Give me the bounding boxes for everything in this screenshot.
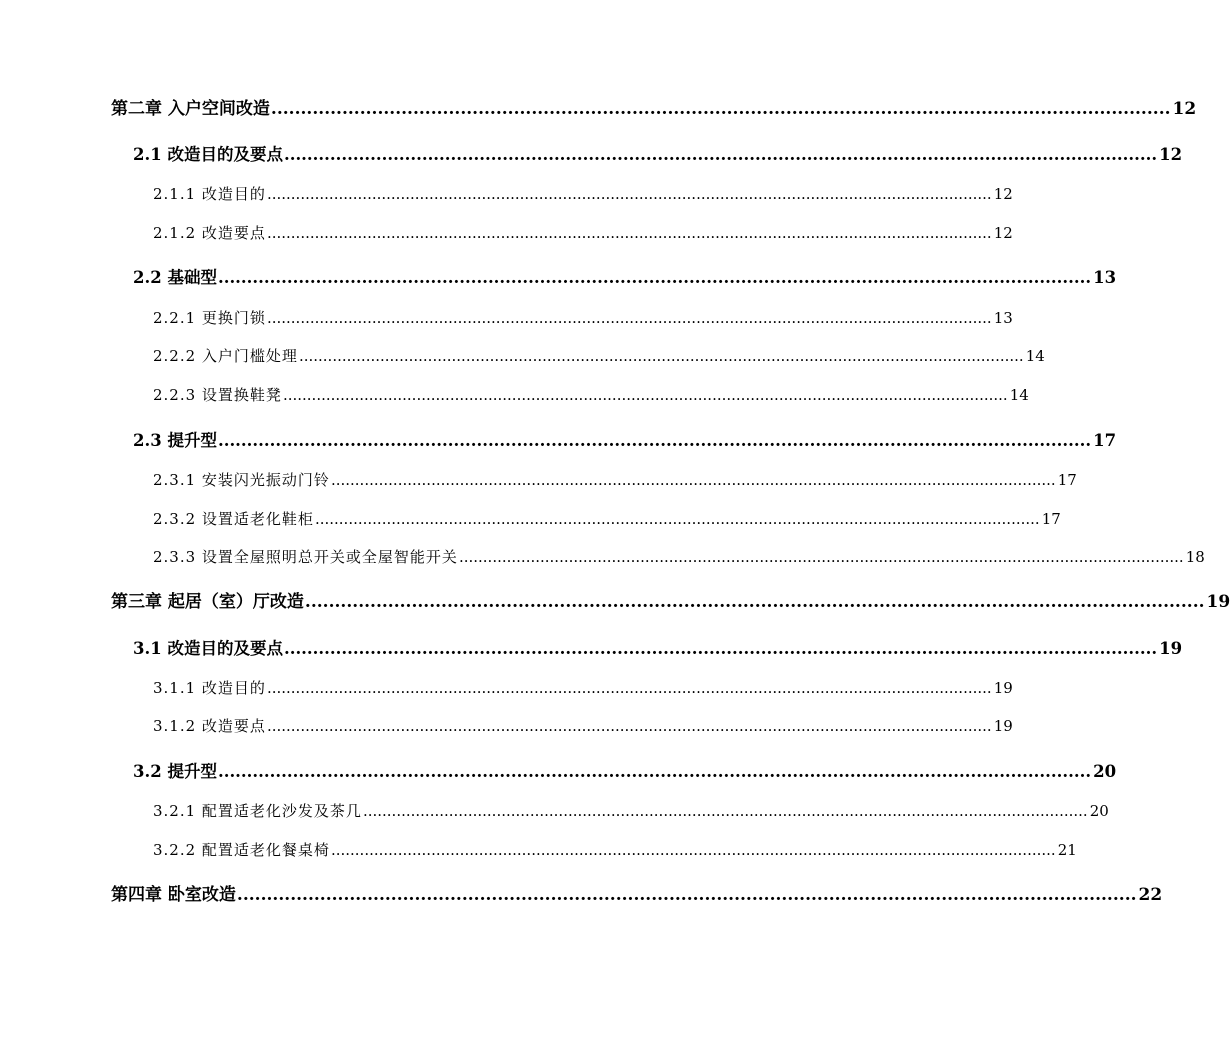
toc-leader-dots: ........................................................................................................................................................ [270, 99, 1171, 119]
toc-entry-3-2-1[interactable] [153, 799, 1109, 823]
toc-entry-title: 2.1.1 改造目的 [153, 185, 266, 203]
toc-entry-title: 2.2.2 入户门槛处理 [153, 347, 298, 365]
toc-leader-dots: ........................................................................................................................................................ [298, 347, 1024, 365]
toc-entry-2-3-2[interactable] [153, 507, 1061, 531]
toc-leader-dots: ........................................................................................................................................................ [266, 717, 992, 735]
toc-entry-page: 20 [1089, 802, 1109, 820]
toc-entry-page: 13 [1093, 268, 1117, 287]
toc-leader-dots: ........................................................................................................................................................ [330, 841, 1056, 859]
toc-entry-title: 3.1.1 改造目的 [153, 679, 266, 697]
toc-entry-title: 3.1.2 改造要点 [153, 717, 266, 735]
toc-entry-3-2-2[interactable] [153, 838, 1077, 862]
toc-entry-title: 第三章 起居（室）厅改造 [111, 592, 304, 612]
toc-entry-title: 第四章 卧室改造 [111, 885, 236, 905]
toc-entry-3-1-2[interactable] [153, 714, 1013, 738]
toc-entry-page: 12 [993, 185, 1013, 203]
toc-entry-page: 19 [1159, 639, 1183, 658]
toc-entry-page: 12 [1159, 145, 1183, 164]
toc-entry-page: 14 [1025, 347, 1045, 365]
toc-entry-2-3-1[interactable] [153, 468, 1077, 492]
toc-leader-dots: ........................................................................................................................................................ [330, 471, 1056, 489]
toc-entry-title: 2.1 改造目的及要点 [133, 145, 283, 164]
toc-entry-page: 17 [1041, 510, 1061, 528]
toc-leader-dots: ........................................................................................................................................................ [314, 510, 1040, 528]
toc-entry-3-2[interactable] [133, 760, 1117, 784]
toc-entry-2-2-2[interactable] [153, 344, 1045, 368]
toc-leader-dots: ........................................................................................................................................................ [217, 431, 1092, 450]
toc-leader-dots: ........................................................................................................................................................ [266, 309, 992, 327]
toc-entry-page: 19 [993, 717, 1013, 735]
toc-entry-2-2-1[interactable] [153, 306, 1013, 330]
toc-entry-chapter-3[interactable] [111, 590, 1230, 614]
toc-entry-title: 第二章 入户空间改造 [111, 99, 270, 119]
toc-entry-page: 17 [1057, 471, 1077, 489]
toc-leader-dots: ........................................................................................................................................................ [266, 224, 992, 242]
toc-entry-2-1-1[interactable] [153, 182, 1013, 206]
toc-leader-dots: ........................................................................................................................................................ [282, 386, 1008, 404]
toc-entry-2-2[interactable] [133, 266, 1117, 290]
toc-entry-3-1-1[interactable] [153, 676, 1013, 700]
toc-entry-title: 2.3.3 设置全屋照明总开关或全屋智能开关 [153, 548, 458, 566]
toc-entry-2-2-3[interactable] [153, 383, 1029, 407]
toc-entry-page: 14 [1009, 386, 1029, 404]
toc-leader-dots: ........................................................................................................................................................ [217, 268, 1092, 287]
toc-entry-3-1[interactable] [133, 637, 1183, 661]
toc-entry-chapter-2[interactable] [111, 97, 1197, 121]
toc-entry-title: 3.2.1 配置适老化沙发及茶几 [153, 802, 362, 820]
toc-entry-2-1[interactable] [133, 143, 1183, 167]
toc-entry-title: 2.2 基础型 [133, 268, 217, 287]
toc-entry-title: 2.2.3 设置换鞋凳 [153, 386, 282, 404]
toc-entry-2-3[interactable] [133, 429, 1117, 453]
toc-entry-page: 13 [993, 309, 1013, 327]
toc-leader-dots: ........................................................................................................................................................ [266, 185, 992, 203]
toc-entry-chapter-4[interactable] [111, 883, 1163, 907]
toc-entry-title: 2.3 提升型 [133, 431, 217, 450]
toc-entry-page: 21 [1057, 841, 1077, 859]
toc-entry-2-1-2[interactable] [153, 221, 1013, 245]
toc-entry-page: 19 [993, 679, 1013, 697]
toc-entry-page: 17 [1093, 431, 1117, 450]
toc-leader-dots: ........................................................................................................................................................ [266, 679, 992, 697]
toc-leader-dots: ........................................................................................................................................................ [217, 762, 1092, 781]
toc-entry-page: 12 [1172, 99, 1197, 119]
toc-entry-page: 18 [1185, 548, 1205, 566]
toc-entry-2-3-3[interactable] [153, 545, 1205, 569]
toc-leader-dots: ........................................................................................................................................................ [283, 145, 1158, 164]
toc-leader-dots: ........................................................................................................................................................ [236, 885, 1137, 905]
toc-entry-page: 12 [993, 224, 1013, 242]
toc-entry-title: 2.1.2 改造要点 [153, 224, 266, 242]
toc-entry-page: 20 [1093, 762, 1117, 781]
toc-entry-title: 2.2.1 更换门锁 [153, 309, 266, 327]
toc-leader-dots: ........................................................................................................................................................ [283, 639, 1158, 658]
toc-entry-title: 3.2 提升型 [133, 762, 217, 781]
toc-entry-page: 19 [1206, 592, 1230, 612]
toc-entry-title: 3.2.2 配置适老化餐桌椅 [153, 841, 330, 859]
toc-leader-dots: ........................................................................................................................................................ [304, 592, 1205, 612]
toc-entry-title: 2.3.2 设置适老化鞋柜 [153, 510, 314, 528]
toc-leader-dots: ........................................................................................................................................................ [362, 802, 1088, 820]
toc-entry-title: 3.1 改造目的及要点 [133, 639, 283, 658]
toc-entry-title: 2.3.1 安装闪光振动门铃 [153, 471, 330, 489]
toc-entry-page: 22 [1138, 885, 1163, 905]
toc-leader-dots: ........................................................................................................................................................ [458, 548, 1184, 566]
